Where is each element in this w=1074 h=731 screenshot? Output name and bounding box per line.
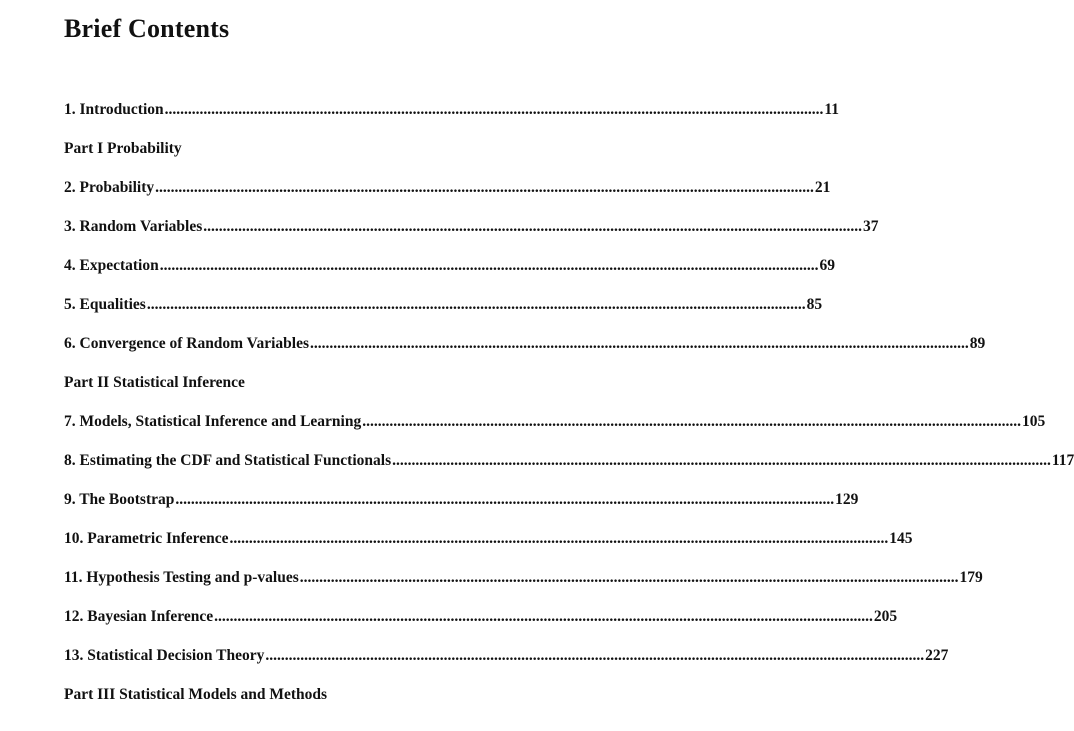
toc-leader: .......................................................................................................................................................................... — [265, 647, 925, 664]
toc-leader: .......................................................................................................................................................................... — [155, 179, 814, 196]
part-heading: Part I Probability — [64, 140, 182, 157]
toc-page-number: 69 — [819, 257, 835, 274]
toc-leader: .......................................................................................................................................................................... — [164, 101, 824, 118]
toc-entry-label: 10. Parametric Inference — [64, 530, 229, 547]
toc-page-number: 145 — [889, 530, 913, 547]
toc-page-number: 85 — [806, 296, 823, 313]
toc-entry[interactable] — [64, 412, 1046, 432]
toc-entry-label: 8. Estimating the CDF and Statistical Functionals — [64, 452, 392, 469]
toc-leader: .......................................................................................................................................................................... — [203, 218, 862, 235]
toc-entry[interactable] — [64, 100, 840, 120]
toc-leader: .......................................................................................................................................................................... — [146, 296, 806, 313]
toc-page-number: 105 — [1021, 413, 1046, 430]
toc-page-number: 179 — [959, 569, 983, 586]
toc-leader: .......................................................................................................................................................................... — [309, 335, 969, 352]
toc-page-number: 117 — [1051, 452, 1074, 469]
toc-leader: .......................................................................................................................................................................... — [229, 530, 889, 547]
toc-entry-label: 5. Equalities — [64, 296, 146, 313]
toc-page-number: 37 — [863, 218, 879, 235]
toc-entry-label: 6. Convergence of Random Variables — [64, 335, 309, 352]
toc-leader: .......................................................................................................................................................................... — [214, 608, 873, 625]
toc-page-number: 205 — [873, 608, 898, 625]
toc-entry[interactable] — [64, 451, 1074, 471]
toc-entry-label: 11. Hypothesis Testing and p-values — [64, 569, 299, 586]
toc-entry[interactable] — [64, 295, 823, 315]
toc-page-number: 129 — [835, 491, 859, 508]
toc-entry[interactable] — [64, 217, 879, 237]
toc-entry-label: 7. Models, Statistical Inference and Learning — [64, 413, 362, 430]
page-title: Brief Contents — [64, 14, 230, 43]
toc-entry-label: 12. Bayesian Inference — [64, 608, 214, 625]
toc-leader: .......................................................................................................................................................................... — [159, 257, 819, 274]
toc-page-number: 89 — [969, 335, 986, 352]
toc-leader: .......................................................................................................................................................................... — [392, 452, 1051, 469]
toc-entry-label: 4. Expectation — [64, 257, 159, 274]
part-heading: Part III Statistical Models and Methods — [64, 686, 328, 703]
toc-entry[interactable] — [64, 256, 835, 276]
toc-entry[interactable] — [64, 490, 859, 510]
toc-entry[interactable] — [64, 334, 986, 354]
toc-entry-label: 13. Statistical Decision Theory — [64, 647, 265, 664]
toc-entry-label: 1. Introduction — [64, 101, 164, 118]
toc-page-number: 227 — [925, 647, 949, 664]
part-heading: Part II Statistical Inference — [64, 374, 245, 391]
toc-entry-label: 3. Random Variables — [64, 218, 203, 235]
toc-entry[interactable] — [64, 607, 898, 627]
toc-entry[interactable] — [64, 568, 983, 588]
toc-entry[interactable] — [64, 178, 831, 198]
toc-page-number: 11 — [824, 101, 840, 118]
toc-entry-label: 9. The Bootstrap — [64, 491, 175, 508]
toc-entry[interactable] — [64, 646, 949, 666]
toc-leader: .......................................................................................................................................................................... — [362, 413, 1021, 430]
toc-page-number: 21 — [814, 179, 831, 196]
toc-entry-label: 2. Probability — [64, 179, 155, 196]
toc-leader: .......................................................................................................................................................................... — [175, 491, 835, 508]
toc-entry[interactable] — [64, 529, 913, 549]
toc-leader: .......................................................................................................................................................................... — [299, 569, 959, 586]
